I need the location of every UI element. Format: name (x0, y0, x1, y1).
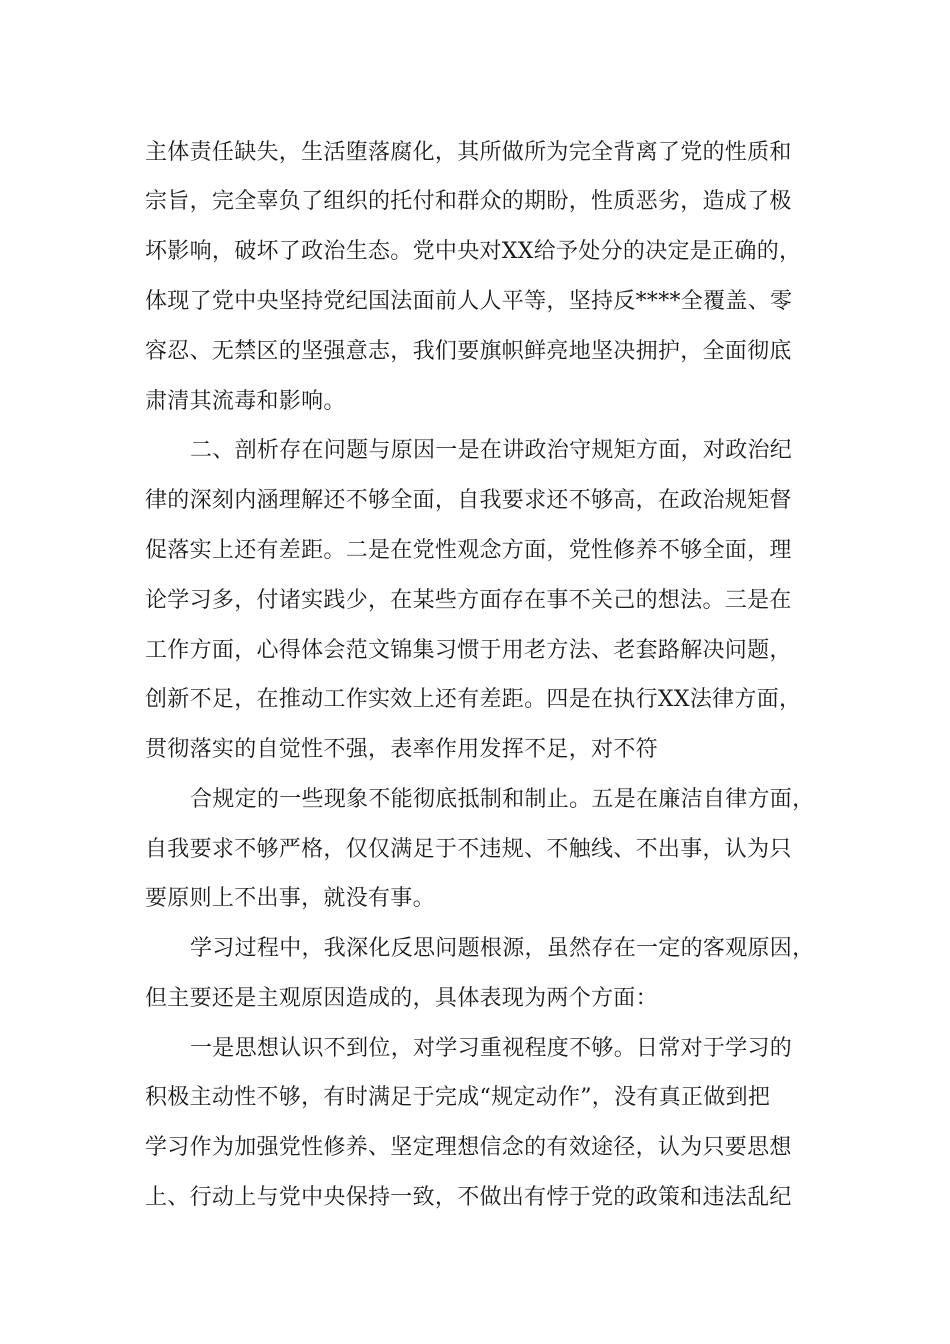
text-line: 学习作为加强党性修养、坚定理想信念的有效途径，认为只要思想 (145, 1135, 792, 1160)
text-line: 肃清其流毒和影响。 (145, 389, 346, 414)
text-line: 一是思想认识不到位，对学习重视程度不够。日常对于学习的 (190, 1036, 793, 1061)
text-line: 但主要还是主观原因造成的，具体表现为两个方面： (145, 986, 658, 1011)
text-line: 要原则上不出事，就没有事。 (145, 886, 435, 911)
text-line: 容忍、无禁区的坚强意志，我们要旗帜鲜亮地坚决拥护，全面彻底 (145, 339, 792, 364)
text-line: 体现了党中央坚持党纪国法面前人人平等，坚持反****全覆盖、零 (145, 289, 793, 314)
text-line: 上、行动上与党中央保持一致，不做出有悖于党的政策和违法乱纪 (145, 1185, 792, 1210)
text-line: 律的深刻内涵理解还不够全面，自我要求还不够高，在政治规矩督 (145, 488, 792, 513)
text-line: 促落实上还有差距。二是在党性观念方面，党性修养不够全面，理 (145, 538, 792, 563)
text-line: 二、剖析存在问题与原因一是在讲政治守规矩方面，对政治纪 (190, 438, 793, 463)
text-line: 宗旨，完全辜负了组织的托付和群众的期盼，性质恶劣，造成了极 (145, 189, 792, 214)
text-line: 论学习多，付诸实践少，在某些方面存在事不关己的想法。三是在 (145, 588, 792, 613)
text-line: 合规定的一些现象不能彻底抵制和制止。五是在廉洁自律方面， (190, 787, 815, 812)
text-line: 主体责任缺失，生活堕落腐化，其所做所为完全背离了党的性质和 (145, 140, 792, 165)
text-line: 贯彻落实的自觉性不强，表率作用发挥不足，对不符 (145, 737, 658, 762)
text-line: 积极主动性不够，有时满足于完成“规定动作”，没有真正做到把 (145, 1085, 771, 1110)
text-line: 学习过程中，我深化反思问题根源，虽然存在一定的客观原因， (190, 936, 815, 961)
text-line: 坏影响，破坏了政治生态。党中央对XX给予处分的决定是正确的， (145, 239, 802, 264)
text-line: 创新不足，在推动工作实效上还有差距。四是在执行XX法律方面， (145, 687, 802, 712)
text-line: 自我要求不够严格，仅仅满足于不违规、不触线、不出事，认为只 (145, 837, 792, 862)
text-line: 工作方面，心得体会范文锦集习惯于用老方法、老套路解决问题， (145, 638, 792, 663)
